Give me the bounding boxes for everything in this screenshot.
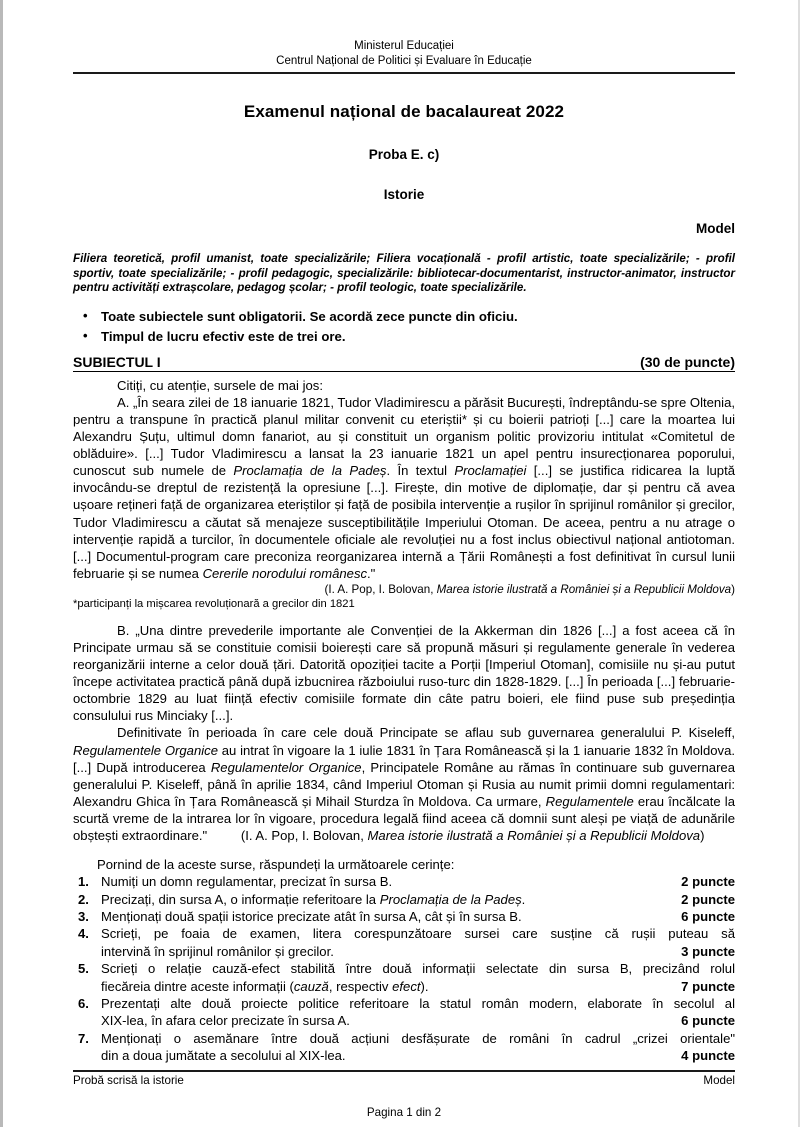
instruction-text: Timpul de lucru efectiv este de trei ore. [101, 328, 346, 344]
requirement-text-line-2: intervină în sprijinul românilor și grecilor. [101, 943, 334, 959]
requirements-list [73, 873, 735, 1064]
list-item [73, 995, 735, 1030]
section-gap [73, 611, 735, 622]
list-item [73, 1030, 735, 1065]
source-a-paragraph [73, 394, 735, 582]
requirement-row [101, 1012, 735, 1029]
bullet-icon: • [83, 327, 88, 343]
attrib-open: (I. A. Pop, I. Bolovan, [324, 582, 437, 596]
page-number: Pagina 1 din 2 [366, 1106, 442, 1119]
source-b-attrib-close: ) [700, 828, 705, 844]
requirement-points: 2 puncte [681, 874, 735, 890]
requirement-row [101, 908, 735, 925]
footer-divider [73, 1070, 735, 1072]
source-b-paragraph-1 [73, 622, 735, 725]
filiera-description: Filiera teoretică, profil umanist, toate specializările; Filiera vocațională - profil artistic, toate specializările; - profil sportiv, toate specializările; - profil pedagogic, specializările: bibliotecar-documentarist, instructor-animator, instructor pentru activități extrașcolare, pedagog școlar; - profil teologic, toate specializările. [73, 252, 735, 295]
source-b-letter: B. [117, 622, 130, 638]
requirement-text-line-2: din a doua jumătate a secolului al XIX-lea. [101, 1048, 346, 1064]
requirement-text-line-1: Prezentați alte două proiecte politice referitoare la statul român modern, elaborate în secolul al [101, 995, 735, 1011]
requirement-text-line-2 [101, 978, 429, 995]
line2-italic-efect: efect [392, 978, 421, 994]
requirement-text-italic: Proclamația de la Padeș [379, 891, 522, 907]
exam-paper-label: Proba E. c) [368, 147, 440, 162]
footer-left-label: Probă scrisă la istorie [73, 1074, 184, 1087]
source-b-italic-1: Regulamentele Organice [73, 742, 218, 758]
requirement-points: 3 puncte [681, 943, 735, 959]
requirement-text-line-1: Scrieți o relație cauză-efect stabilită între două informații selectate din sursa B, precizând rolul [101, 961, 735, 977]
exam-subject-label: Istorie [383, 187, 425, 202]
list-item [73, 327, 735, 347]
subject-label: SUBIECTUL I [73, 353, 161, 370]
document-header [73, 0, 735, 69]
requirement-text [101, 891, 665, 908]
attrib-title: Marea istorie ilustrată a României și a Republicii Moldova [436, 582, 732, 596]
requirement-text: Numiți un domn regulamentar, precizat în sursa B. [101, 874, 393, 890]
list-item [73, 873, 735, 890]
source-a-italic-3: Cererile norodului românesc [202, 565, 368, 581]
item-number: 3. [78, 908, 89, 924]
source-a-text-4: ." [367, 565, 376, 581]
bullet-icon: • [83, 307, 88, 323]
requirement-row [101, 1047, 735, 1064]
requirement-row [101, 891, 735, 908]
requirement-text-line-1: Scrieți, pe foaia de examen, litera corespunzătoare sursei care susține că rușii puteau să [101, 926, 735, 942]
source-a-attribution [73, 582, 735, 597]
source-b-paragraph-2 [73, 724, 735, 844]
subject-heading [73, 354, 735, 372]
list-item [73, 925, 735, 960]
requirement-points: 4 puncte [681, 1048, 735, 1064]
source-b-attrib-open: (I. A. Pop, I. Bolovan, [240, 828, 368, 844]
exam-instructions-list [73, 307, 735, 347]
source-a-italic-1: Proclamația de la Padeș [233, 463, 387, 479]
subject-points: (30 de puncte) [640, 353, 735, 370]
line2-mid: , respectiv [328, 978, 393, 994]
requirement-text: Menționați două spații istorice precizate atât în sursa A, cât și în sursa B. [101, 908, 522, 924]
requirement-text-post: . [521, 891, 526, 907]
ministry-line: Ministerul Educației [354, 40, 454, 52]
list-item [73, 908, 735, 925]
line2-post: ). [420, 978, 429, 994]
document-footer [73, 1070, 735, 1119]
requirement-row [101, 873, 735, 890]
list-item [73, 960, 735, 995]
source-b-italic-3: Regulamentele [545, 793, 634, 809]
item-number: 1. [78, 874, 89, 890]
list-item [73, 891, 735, 908]
line2-pre: fiecăreia dintre aceste informații ( [101, 978, 294, 994]
header-divider [73, 72, 735, 74]
source-b-attrib-title: Marea istorie ilustrată a României și a Republicii Moldova [367, 828, 701, 844]
requirement-points: 6 puncte [681, 908, 735, 924]
requirement-points: 2 puncte [681, 891, 735, 907]
requirement-text-line-1: Menționați o asemănare între două acțiuni desfășurate de români în cadrul „crizei orientale" [101, 1030, 735, 1046]
requirement-row [101, 943, 735, 960]
requirement-points: 6 puncte [681, 1013, 735, 1029]
source-b-text-2: Definitivate în perioada în care cele două Principate se aflau sub guvernarea generalului P. Kiseleff, [117, 725, 735, 741]
source-b-text-4: , Principatele Române au rămas în continuare sub guvernarea generalului P. Kiseleff, până în aprilie 1834, când Imperiul Otoman și Rusia au numit primii domni regulamentari: Alexandru Ghica în Țara Românească și Mihail Sturdza în Moldova. Ca urmare, [73, 759, 735, 809]
item-number: 6. [78, 995, 89, 1011]
source-a-footnote: *participanți la mișcarea revoluționară a grecilor din 1821 [73, 597, 355, 610]
requirement-text-pre: Precizați, din sursa A, o informație referitoare la [101, 891, 380, 907]
line2-italic-cauza: cauză [293, 978, 329, 994]
requirement-row [101, 978, 735, 995]
source-a-letter: A. [117, 394, 130, 410]
source-b-text-5: erau încălcate la scurtă vreme de la intrarea lor în vigoare, procedura legală fiind aceea că domnii sunt aleși pe viață de adunările obștești extraordinare." [73, 793, 735, 844]
source-b-text-1: „Una dintre prevederile importante ale Convenției de la Akkerman din 1826 [...] a fost aceea că în Principate urmau să se constituie comisii boierești care să propună măsuri și regulamente generale în vederea reorganizării interne a celor două țări. Datorită opoziției tacite a Porții [Imperiul Otoman], comisiile nu și-au putut începe activitatea practică până după izbucnirea războiului ruso-turc din 1828-1829. [...] În perioada [...] februarie-octombrie 1829 au luat ființă efectiv comisiile formate din câte patru boieri, ele fiind puse sub președinția consulului rus Minciaky [...]. [73, 622, 735, 724]
read-sources-instruction: Citiți, cu atenție, sursele de mai jos: [117, 377, 323, 393]
item-number: 7. [78, 1030, 89, 1046]
source-b-italic-2: Regulamentelor Organice [210, 759, 362, 775]
center-line: Centrul Național de Politici și Evaluare în Educație [276, 55, 532, 67]
document-content [73, 0, 735, 1065]
list-item [73, 307, 735, 327]
item-number: 2. [78, 891, 89, 907]
attrib-close: ) [731, 582, 735, 596]
page-title: Examenul național de bacalaureat 2022 [243, 102, 565, 121]
source-a-text-2: . În textul [386, 463, 455, 479]
requirements-lead: Pornind de la aceste surse, răspundeți la următoarele cerințe: [97, 857, 455, 873]
instruction-text: Toate subiectele sunt obligatorii. Se acordă zece puncte din oficiu. [101, 308, 518, 324]
footer-right-label: Model [703, 1074, 735, 1087]
item-number: 5. [78, 961, 89, 977]
source-a-text-1: „În seara zilei de 18 ianuarie 1821, Tudor Vladimirescu a părăsit București, îndreptându-se spre Oltenia, pentru a transpune în practică planul militar convenit cu eteriștii* și cu boierii patrioți [...] care la moartea lui Alexandru Șuțu, ultimul domn fanariot, au și constituit un organism politic provizoriu intitulat «Comitetul de oblăduire». [...] Tudor Vladimirescu a lansat la 23 ianuarie 1821 un apel pentru insurecționarea poporului, cunoscut sub numele de [73, 394, 736, 479]
footer-row [73, 1074, 735, 1087]
item-number: 4. [78, 926, 89, 942]
requirement-text-line-2: XIX-lea, în afara celor precizate în sursa A. [101, 1013, 350, 1029]
source-a-text-3: [...] se justifica ridicarea la luptă invocându-se dreptul de rezistență la opresiune [...]. Firește, din motive de diplomație, dar și pentru că avea ușoare rețineri față de organizarea eteriștilor și față de posibila intervenție a rușilor în sprijinul românilor și grecilor, Tudor Vladimirescu a căutat să menajeze susceptibilitățile Imperiului Otoman. De aceea, pentru a nu atrage o intervenție rapidă a turcilor, în documentele oficiale ale revoluției nu a fost inclus obiectivul național antiotoman. [...] Documentul-program care preconiza reorganizarea internă a Țării Românești a fost definitivat în cursul lunii februarie și se numea [73, 463, 735, 581]
requirement-points: 7 puncte [681, 978, 735, 994]
source-b-text-3: au intrat în vigoare la 1 iulie 1831 în Țara Românească și la 1 ianuarie 1832 în Moldova. [...] După introducerea [73, 742, 735, 775]
model-label: Model [696, 221, 735, 236]
source-a-italic-2: Proclamației [454, 463, 527, 479]
